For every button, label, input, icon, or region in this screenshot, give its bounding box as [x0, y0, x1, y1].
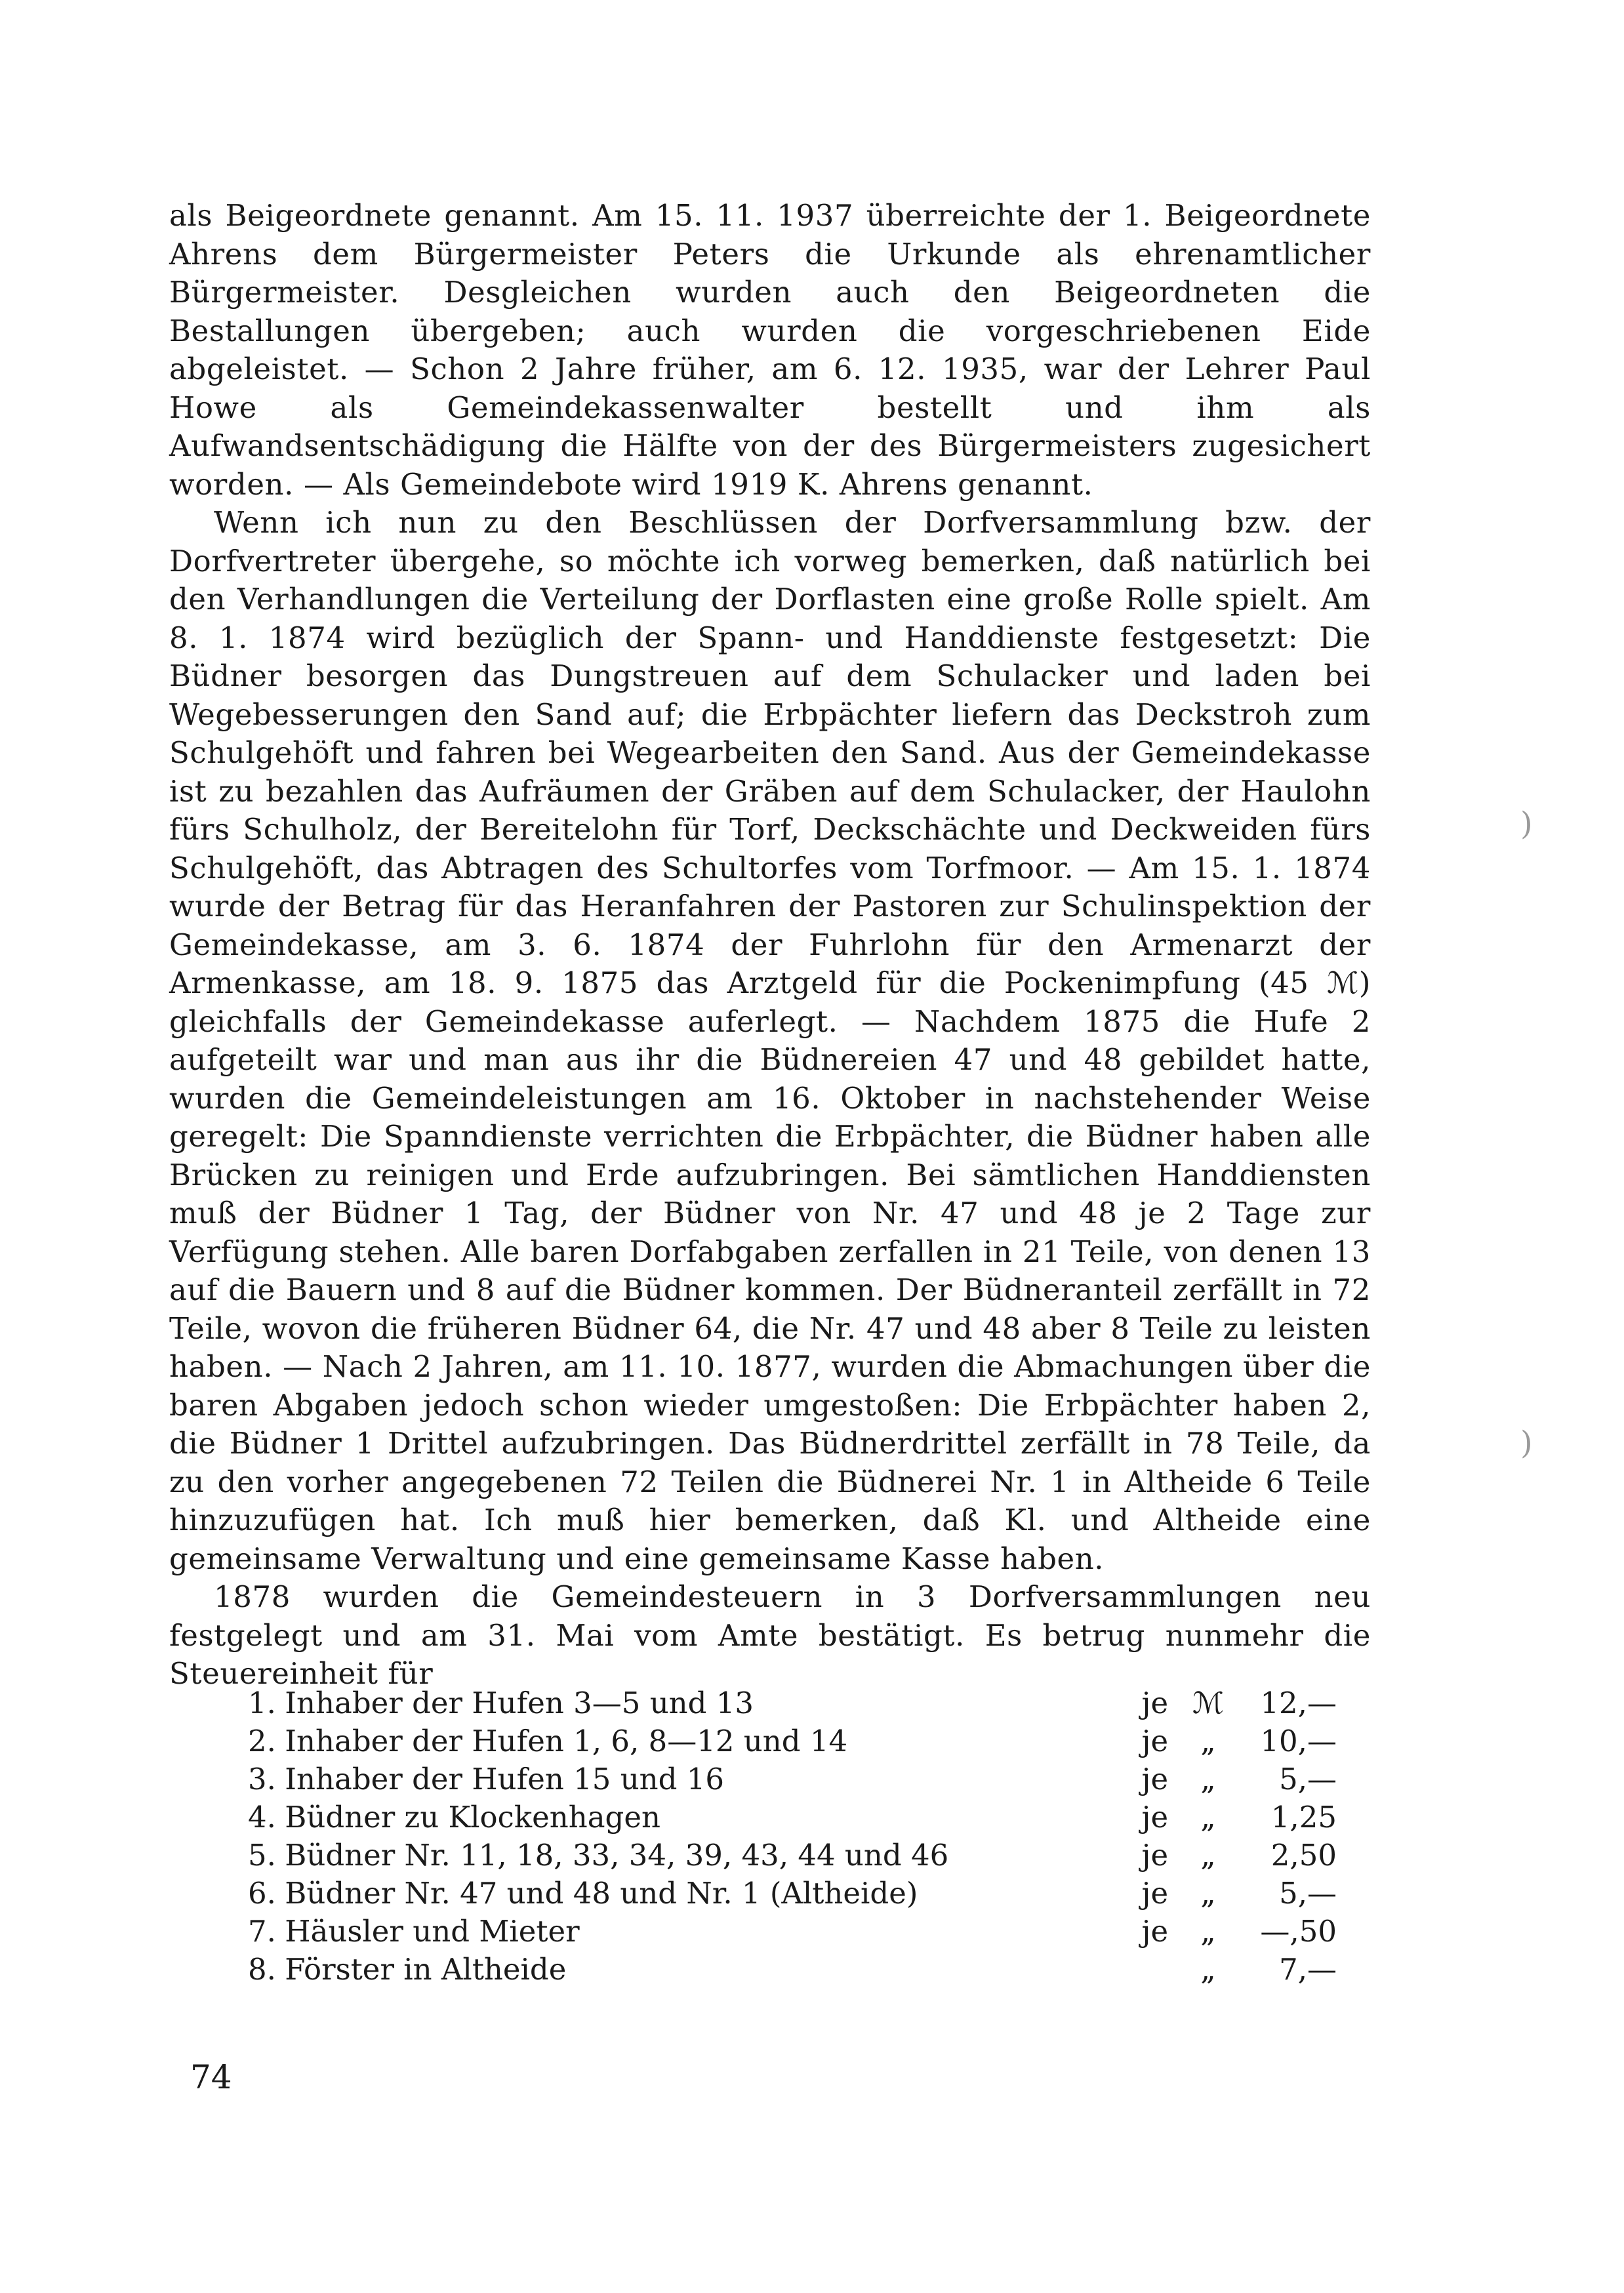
tax-rate-table — [248, 1684, 1337, 1989]
table-row — [248, 1836, 1337, 1875]
table-row — [248, 1951, 1337, 1989]
row-je — [1142, 1951, 1192, 1989]
row-unit: „ — [1200, 1838, 1216, 1873]
row-description: Förster in Altheide — [285, 1952, 567, 1987]
row-number: 4. — [248, 1800, 276, 1835]
row-je: je — [1141, 1876, 1169, 1911]
row-amount: 1,25 — [1270, 1800, 1337, 1835]
row-description: Inhaber der Hufen 1, 6, 8—12 und 14 — [285, 1724, 848, 1758]
row-number: 5. — [248, 1838, 276, 1873]
row-unit: „ — [1200, 1914, 1216, 1949]
row-unit: „ — [1200, 1952, 1216, 1987]
row-description: Häusler und Mieter — [285, 1914, 580, 1949]
table-row — [248, 1798, 1337, 1836]
table-row — [248, 1913, 1337, 1951]
table-row — [248, 1760, 1337, 1798]
row-je: je — [1141, 1724, 1169, 1758]
page-number: 74 — [190, 2058, 232, 2096]
row-number: 7. — [248, 1914, 276, 1949]
row-je: je — [1141, 1686, 1169, 1720]
table-row — [248, 1875, 1337, 1913]
paragraph-2: Wenn ich nun zu den Beschlüssen der Dorfversammlung bzw. der Dorfvertreter übergehe, so möchte ich vorweg bemerken, daß natürlich bei den Verhandlungen die Verteilung der Dorflasten eine große Rolle spielt. Am 8. 1. 1874 wird bezüglich der Spann- und Handdienste festgesetzt: Die Büdner besorgen das Dungstreuen auf dem Schulacker und laden bei Wegebesserungen den Sand auf; die Erbpächter liefern das Deckstroh zum Schulgehöft und fahren bei Wegearbeiten den Sand. Aus der Gemeindekasse ist zu bezahlen das Aufräumen der Gräben auf dem Schulacker, der Haulohn fürs Schulholz, der Bereitelohn für Torf, Deckschächte und Deckweiden fürs Schulgehöft, das Abtragen des Schultorfes vom Torfmoor. — Am 15. 1. 1874 wurde der Betrag für das Heranfahren der Pastoren zur Schulinspektion der Gemeindekasse, am 3. 6. 1874 der Fuhrlohn für den Armenarzt der Armenkasse, am 18. 9. 1875 das Arztgeld für die Pockenimpfung (45 ℳ) gleichfalls der Gemeindekasse auferlegt. — Nachdem 1875 die Hufe 2 aufgeteilt war und man aus ihr die Büdnereien 47 und 48 gebildet hatte, wurden die Gemeindeleistungen am 16. Oktober in nachstehender Weise geregelt: Die Spanndienste verrichten die Erbpächter, die Büdner haben alle Brücken zu reinigen und Erde aufzubringen. Bei sämtlichen Handdiensten muß der Büdner 1 Tag, der Büdner von Nr. 47 und 48 je 2 Tage zur Verfügung stehen. Alle baren Dorfabgaben zerfallen in 21 Teile, von denen 13 auf die Bauern und 8 auf die Büdner kommen. Der Büdneranteil zerfällt in 72 Teile, wovon die früheren Büdner 64, die Nr. 47 und 48 aber 8 Teile zu leisten haben. — Nach 2 Jahren, am 11. 10. 1877, wurden die Abmachungen über die baren Abgaben jedoch schon wieder umgestoßen: Die Erbpächter haben 2, die Büdner 1 Drittel aufzubringen. Das Büdnerdrittel zerfällt in 78 Teile, da zu den vorher angegebenen 72 Teilen die Büdnerei Nr. 1 in Altheide 6 Teile hinzuzufügen hat. Ich muß hier bemerken, daß Kl. und Altheide eine gemeinsame Verwaltung und eine gemeinsame Kasse haben. — [169, 505, 1371, 1576]
row-je: je — [1141, 1800, 1169, 1835]
row-description: Inhaber der Hufen 3—5 und 13 — [285, 1686, 754, 1720]
row-number: 2. — [248, 1724, 276, 1758]
row-je: je — [1141, 1762, 1169, 1796]
row-description: Büdner zu Klockenhagen — [285, 1800, 660, 1835]
row-unit: ℳ — [1192, 1686, 1225, 1720]
row-amount: 5,— — [1279, 1762, 1337, 1796]
row-amount: —,50 — [1260, 1914, 1337, 1949]
margin-mark-1: ) — [1520, 805, 1533, 842]
row-amount: 10,— — [1260, 1724, 1337, 1758]
row-je: je — [1141, 1838, 1169, 1873]
margin-mark-2: ) — [1520, 1425, 1533, 1461]
paragraph-1: als Beigeordnete genannt. Am 15. 11. 1937 überreichte der 1. Beigeordnete Ahrens dem Bürgermeister Peters die Urkunde als ehrenamtlicher Bürgermeister. Desgleichen wurden auch den Beigeordneten die Bestallungen übergeben; auch wurden die vorgeschriebenen Eide abgeleistet. — Schon 2 Jahre früher, am 6. 12. 1935, war der Lehrer Paul Howe als Gemeindekassenwalter bestellt und ihm als Aufwandsentschädigung die Hälfte von der des Bürgermeisters zugesichert worden. — Als Gemeindebote wird 1919 K. Ahrens genannt. — [169, 198, 1371, 502]
paragraph-3: 1878 wurden die Gemeindesteuern in 3 Dorfversammlungen neu festgelegt und am 31. Mai vom Amte bestätigt. Es betrug nunmehr die Steuereinheit für — [169, 1579, 1371, 1691]
row-description: Inhaber der Hufen 15 und 16 — [285, 1762, 725, 1796]
table-row — [248, 1722, 1337, 1760]
body-text — [169, 197, 1371, 1694]
row-unit: „ — [1200, 1724, 1216, 1758]
row-number: 8. — [248, 1952, 276, 1987]
row-amount: 5,— — [1279, 1876, 1337, 1911]
row-description: Büdner Nr. 11, 18, 33, 34, 39, 43, 44 und 46 — [285, 1838, 949, 1873]
row-amount: 2,50 — [1270, 1838, 1337, 1873]
row-unit: „ — [1200, 1762, 1216, 1796]
row-number: 3. — [248, 1762, 276, 1796]
row-number: 1. — [248, 1686, 276, 1720]
row-je: je — [1141, 1914, 1169, 1949]
row-description: Büdner Nr. 47 und 48 und Nr. 1 (Altheide) — [285, 1876, 918, 1911]
row-amount: 12,— — [1260, 1686, 1337, 1720]
row-number: 6. — [248, 1876, 276, 1911]
row-unit: „ — [1200, 1800, 1216, 1835]
row-unit: „ — [1200, 1876, 1216, 1911]
row-amount: 7,— — [1279, 1952, 1337, 1987]
table-row — [248, 1684, 1337, 1722]
